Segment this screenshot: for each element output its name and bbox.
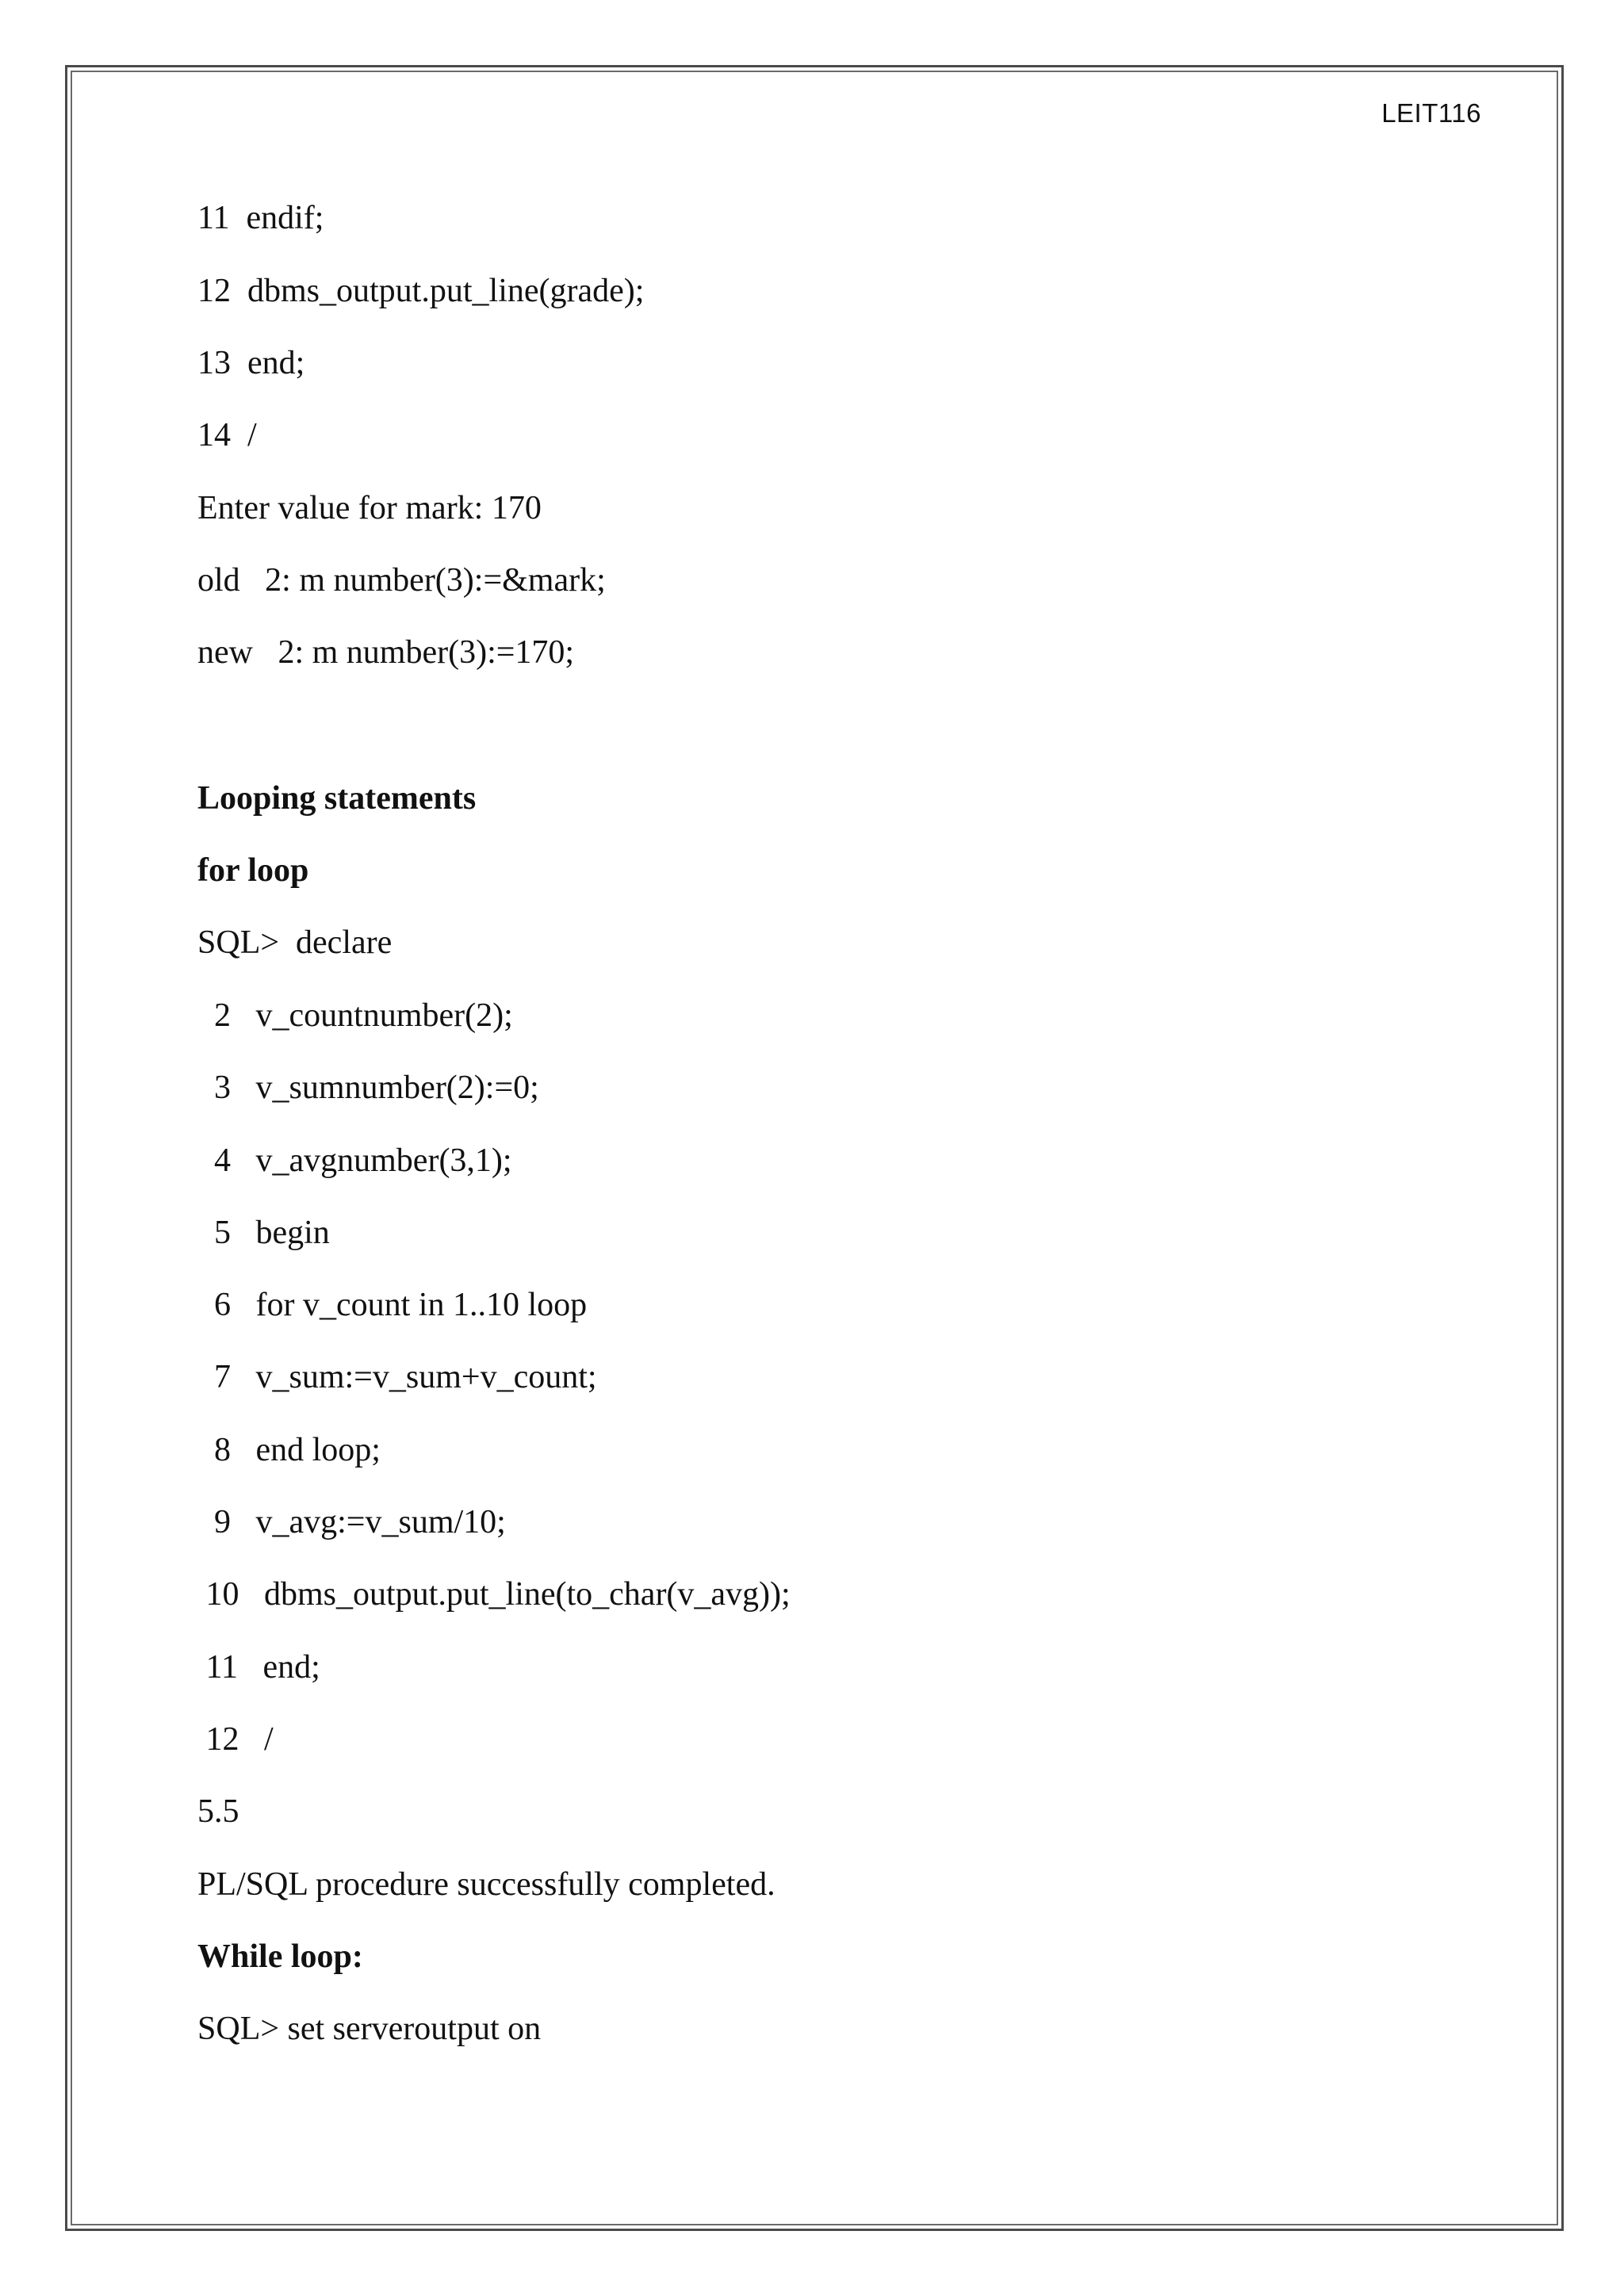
code-line: 9 v_avg:=v_sum/10; xyxy=(197,1504,506,1540)
code-line: 10 dbms_output.put_line(to_char(v_avg)); xyxy=(197,1576,791,1613)
code-line: 8 end loop; xyxy=(197,1432,381,1468)
output-line: Enter value for mark: 170 xyxy=(197,490,542,526)
code-line: 11 endif; xyxy=(197,200,324,236)
code-line: 13 end; xyxy=(197,345,305,381)
subsection-heading: While loop: xyxy=(197,1938,363,1975)
subsection-heading: for loop xyxy=(197,852,309,889)
code-line: 4 v_avgnumber(3,1); xyxy=(197,1142,512,1179)
code-line: 14 / xyxy=(197,417,257,453)
code-line: 7 v_sum:=v_sum+v_count; xyxy=(197,1359,597,1395)
output-line: new 2: m number(3):=170; xyxy=(197,634,575,671)
section-heading: Looping statements xyxy=(197,780,477,817)
code-line: 2 v_countnumber(2); xyxy=(197,997,513,1034)
code-line: 5 begin xyxy=(197,1215,330,1251)
output-line: 5.5 xyxy=(197,1793,239,1830)
code-line: SQL> declare xyxy=(197,924,393,961)
code-line: 11 end; xyxy=(197,1649,320,1686)
output-line: old 2: m number(3):=&mark; xyxy=(197,562,606,599)
code-line: SQL> set serveroutput on xyxy=(197,2011,542,2047)
document-code: LEIT116 xyxy=(1381,98,1481,128)
code-line: 6 for v_count in 1..10 loop xyxy=(197,1287,588,1323)
code-line: 12 dbms_output.put_line(grade); xyxy=(197,273,645,309)
code-line: 3 v_sumnumber(2):=0; xyxy=(197,1070,539,1106)
output-line: PL/SQL procedure successfully completed. xyxy=(197,1866,776,1903)
code-line: 12 / xyxy=(197,1721,274,1758)
